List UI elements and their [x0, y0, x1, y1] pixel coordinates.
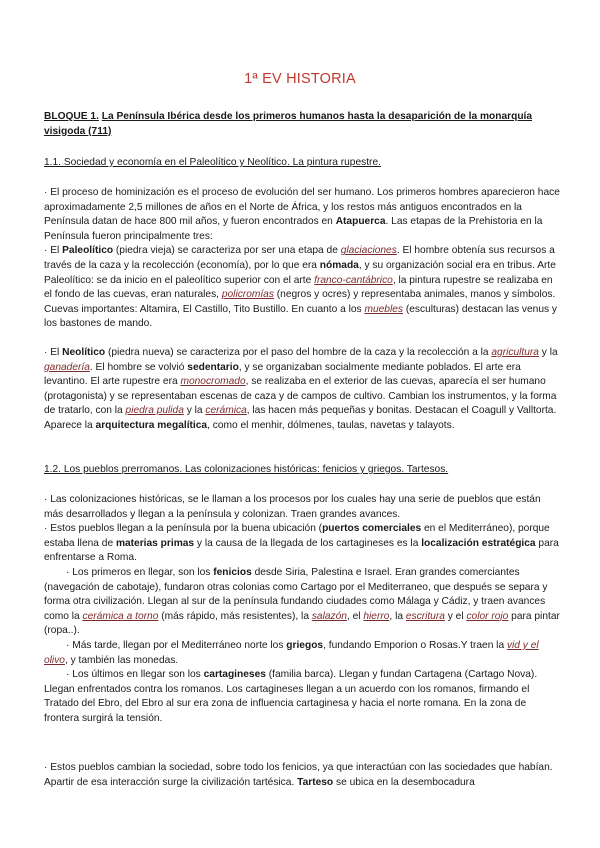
text-run: . El hombre se volvió — [89, 361, 188, 373]
indent — [44, 567, 66, 578]
text-run: Atapuerca — [335, 216, 386, 228]
text-run: cerámica a torno — [82, 610, 159, 622]
text-run: sedentario — [187, 361, 239, 373]
text-run: Tarteso — [297, 776, 334, 788]
text-run: piedra pulida — [125, 405, 184, 417]
text-run: · El — [44, 245, 63, 257]
text-run: (esculturas) destacan las venus y los bastones de mando. — [44, 303, 558, 330]
text-run: agricultura — [491, 347, 539, 358]
text-run: griegos — [286, 639, 324, 651]
text-run: puertos comerciales — [322, 523, 422, 534]
text-run: , la pintura rupestre se realizaba en el fondo de las cuevas, eran naturales, — [44, 274, 553, 301]
text-run: · Los primeros en llegar, son los — [66, 567, 214, 578]
text-run: vid y el olivo — [44, 639, 539, 666]
text-run: materias primas — [115, 537, 195, 549]
text-run: · El proceso de hominización es el proceso de evolución del ser humano. Los primeros hombres aparecieron hace aproximadamente 2,5 millones de años en el Norte de África, y los restos más antiguos encontrados en la Península datan de hace 800 mil años, y fueron encontrados en — [44, 187, 560, 228]
bloque-heading — [44, 110, 560, 139]
text-run: Paleolítico — [62, 245, 114, 257]
text-run: monocromado — [180, 376, 246, 388]
text-run: escritura — [405, 610, 445, 622]
text-run: salazón — [311, 610, 347, 622]
text-run: , las hacen más pequeñas y bonitas. Destacan el Coagull y Valltorta. Aparece la — [44, 405, 557, 431]
text-run: muebles — [364, 303, 403, 315]
text-run: · Los últimos en llegar son los — [66, 669, 204, 681]
text-run: , y se organizaban socialmente mediante poblados. El arte era levantino. El arte rupestre era — [44, 361, 521, 388]
section2-heading: 1.2. Los pueblos prerromanos. Las colonizaciones históricas: fenicios y griegos. Tartesos. — [44, 464, 449, 475]
text-run: y la — [183, 405, 206, 417]
text-run: nómada — [319, 259, 359, 271]
text-run: . El hombre obtenía sus recursos a través de la caza y la recolección (economía), por lo que era — [44, 245, 555, 271]
text-run: , y también las monedas. — [64, 654, 179, 666]
section2-paragraph-tartesos — [44, 761, 560, 790]
section2-paragraph-fenicios — [44, 566, 560, 727]
text-run: localización estratégica — [421, 537, 536, 549]
text-run: ganadería — [44, 361, 90, 373]
text-run: color rojo — [466, 610, 509, 622]
text-run: fenicios — [213, 567, 252, 578]
indent — [44, 669, 66, 680]
text-run: para enfrentarse a Roma. — [44, 537, 559, 564]
text-run: para pintar (ropa..). — [44, 610, 560, 637]
section1-heading: 1.1. Sociedad y economía en el Paleolítico y Neolítico. La pintura rupestre. — [44, 157, 381, 168]
bloque-label: BLOQUE 1. — [44, 111, 99, 122]
text-run: franco-cantábrico — [314, 274, 393, 286]
text-run: , y su organización social era en tribus. Arte Paleolítico: se da inicio en el paleolítico superior con el arte — [44, 259, 556, 286]
text-run: (negros y ocres) y representaba animales, manos y símbolos. Cuevas importantes: Altamira, El Castillo, Tito Bustillo. En cuanto a los — [44, 289, 556, 315]
indent — [44, 640, 66, 651]
text-run: glaciaciones — [340, 245, 397, 257]
text-run: (más rápido, más resistentes), la — [158, 610, 312, 622]
text-run: , la — [389, 610, 406, 622]
text-run: en el Mediterráneo), porque estaba llena de — [44, 523, 550, 549]
page-title: 1ª EV HISTORIA — [244, 71, 356, 87]
text-run: , se realizaba en el exterior de las cuevas, aparecía el ser humano (protagonista) y se representaban escenas de caza y de campos de cultivo. Cambian los instrumentos, y la forma de tratarlo, con la — [44, 376, 557, 417]
text-run: · Más tarde, llegan por el Mediterráneo norte los — [66, 639, 287, 651]
section2-paragraph-1: · Las colonizaciones históricas, se le llaman a los procesos por los cuales hay una serie de pueblos que están más desarrollados y llegan a la península y colonizan. Traen grandes avances. — [44, 494, 541, 520]
text-run: · Estos pueblos cambian la sociedad, sobre todo los fenicios, ya que interactúan con las sociedades que habían. Apartir de esa interacción surge la civilización tartésica. — [44, 762, 553, 788]
text-run: (familia barca). Llegan y fundan Cartagena (Cartago Nova). Llegan enfrentados contra los romanos. Los cartagineses llegan a un acuerdo con los romanos, firmando el Tratado del Ebro, del Ebro al sur era zona de influencia cartaginesa y hacia el norte romana. En la zona de frontera surgirá la tensión. — [44, 669, 538, 724]
text-run: policromías — [221, 289, 274, 301]
section1-paragraph-1 — [44, 186, 560, 332]
text-run: y la — [538, 347, 558, 358]
text-run: cerámica — [205, 405, 247, 417]
text-run: · El — [44, 347, 63, 358]
text-run: , como el menhir, dólmenes, taulas, navetas y talayots. — [207, 419, 455, 431]
section1-paragraph-neolitico — [44, 346, 560, 434]
text-run: y la causa de la llegada de los cartagineses es la — [194, 537, 422, 549]
text-run: se ubica en la desembocadura — [333, 776, 475, 788]
text-run: arquitectura megalítica — [95, 419, 208, 431]
text-run: cartagineses — [203, 669, 266, 681]
text-run: · Estos pueblos llegan a la península por la buena ubicación ( — [44, 523, 323, 534]
text-run: hierro — [363, 610, 390, 622]
text-run: (piedra nueva) se caracteriza por el paso del hombre de la caza y la recolección a la — [105, 347, 492, 358]
text-run: . Las etapas de la Prehistoria en la Península fueron principalmente tres: — [44, 216, 543, 242]
text-run: Neolítico — [62, 347, 106, 358]
text-run: , fundando Emporion o Rosas.Y traen la — [323, 639, 507, 651]
text-run: , el — [346, 610, 364, 622]
text-run: y el — [444, 610, 467, 622]
text-run: desde Siria, Palestina e Israel. Eran grandes comerciantes (navegación de cabotaje), fundaron otras colonias como Cartago por el Mediterraneo, que después se separa y forma otra civilización. Llegan al sur de la península fundando ciudades como Málaga y Cádiz, y traen avances como la — [44, 567, 548, 622]
section2-paragraph-2 — [44, 522, 560, 566]
bloque-text: La Península Ibérica desde los primeros humanos hasta la desaparición de la monarquía visigoda (711) — [44, 111, 533, 137]
text-run: (piedra vieja) se caracteriza por ser una etapa de — [113, 245, 341, 257]
